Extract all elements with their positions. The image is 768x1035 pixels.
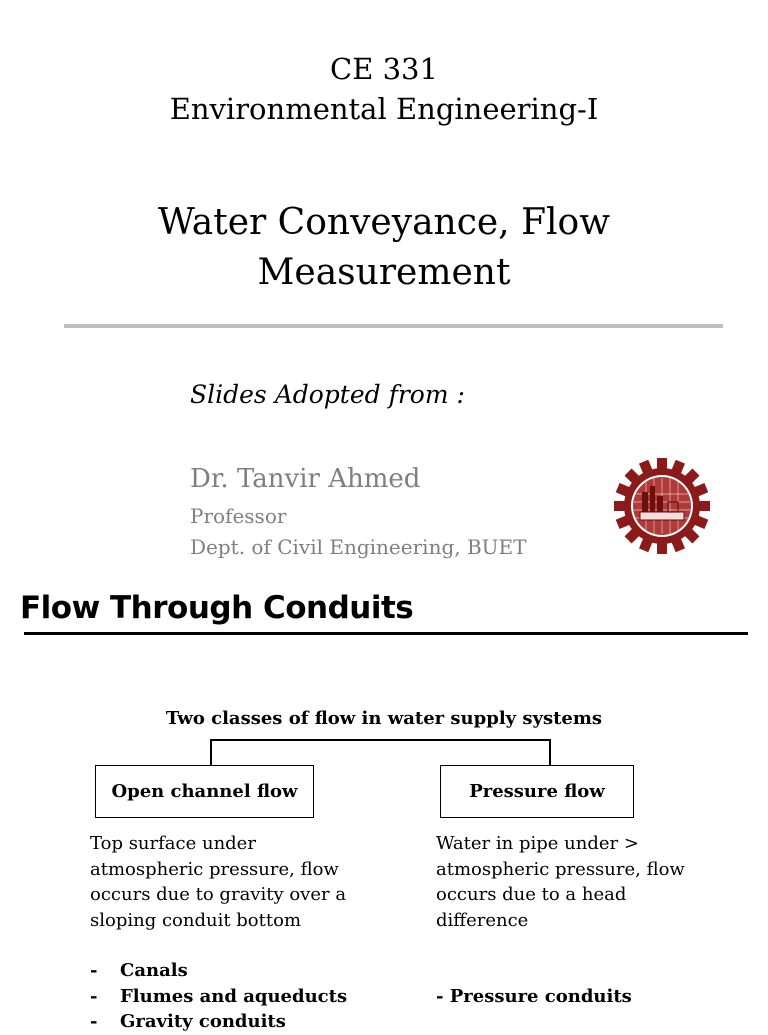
connector-horizontal (210, 739, 551, 741)
course-code: CE 331 (330, 52, 438, 86)
open-channel-flow-label: Open channel flow (111, 781, 298, 802)
open-channel-flow-box (95, 765, 314, 818)
buet-gear-logo-icon (612, 458, 712, 554)
pressure-examples-list (436, 984, 632, 1010)
lecture-title: Water Conveyance, Flow Measurement (157, 202, 611, 293)
section-heading: Flow Through Conduits (20, 590, 414, 626)
list-item-text: Gravity conduits (120, 1011, 286, 1032)
dash-bullet: - (90, 960, 98, 981)
connector-left (210, 739, 212, 765)
author-role: Professor (190, 504, 287, 528)
list-item (436, 984, 632, 1010)
adopted-label: Slides Adopted from : (190, 380, 465, 409)
title-divider (64, 324, 723, 328)
open-channel-examples-list (90, 958, 347, 1035)
course-name: Environmental Engineering-I (169, 92, 599, 126)
pressure-flow-label: Pressure flow (469, 781, 605, 802)
list-item-text: Flumes and aqueducts (120, 985, 348, 1007)
author-name: Dr. Tanvir Ahmed (190, 464, 421, 494)
pressure-flow-description: Water in pipe under > atmospheric pressure, flow occurs due to a head difference (436, 833, 685, 931)
connector-right (549, 739, 551, 765)
dash-bullet: - (90, 985, 98, 1007)
list-item-text: Canals (120, 960, 188, 981)
list-item (90, 984, 347, 1010)
pressure-flow-box (440, 765, 634, 818)
list-item-text: - Pressure conduits (436, 986, 632, 1007)
heading-underline (24, 632, 748, 635)
list-item (90, 958, 347, 984)
dash-bullet: - (90, 1011, 98, 1032)
diagram-title: Two classes of flow in water supply systems (165, 708, 603, 729)
open-channel-description: Top surface under atmospheric pressure, flow occurs due to gravity over a sloping conduit bottom (90, 833, 347, 931)
author-department: Dept. of Civil Engineering, BUET (190, 535, 527, 559)
list-item (90, 1009, 347, 1035)
